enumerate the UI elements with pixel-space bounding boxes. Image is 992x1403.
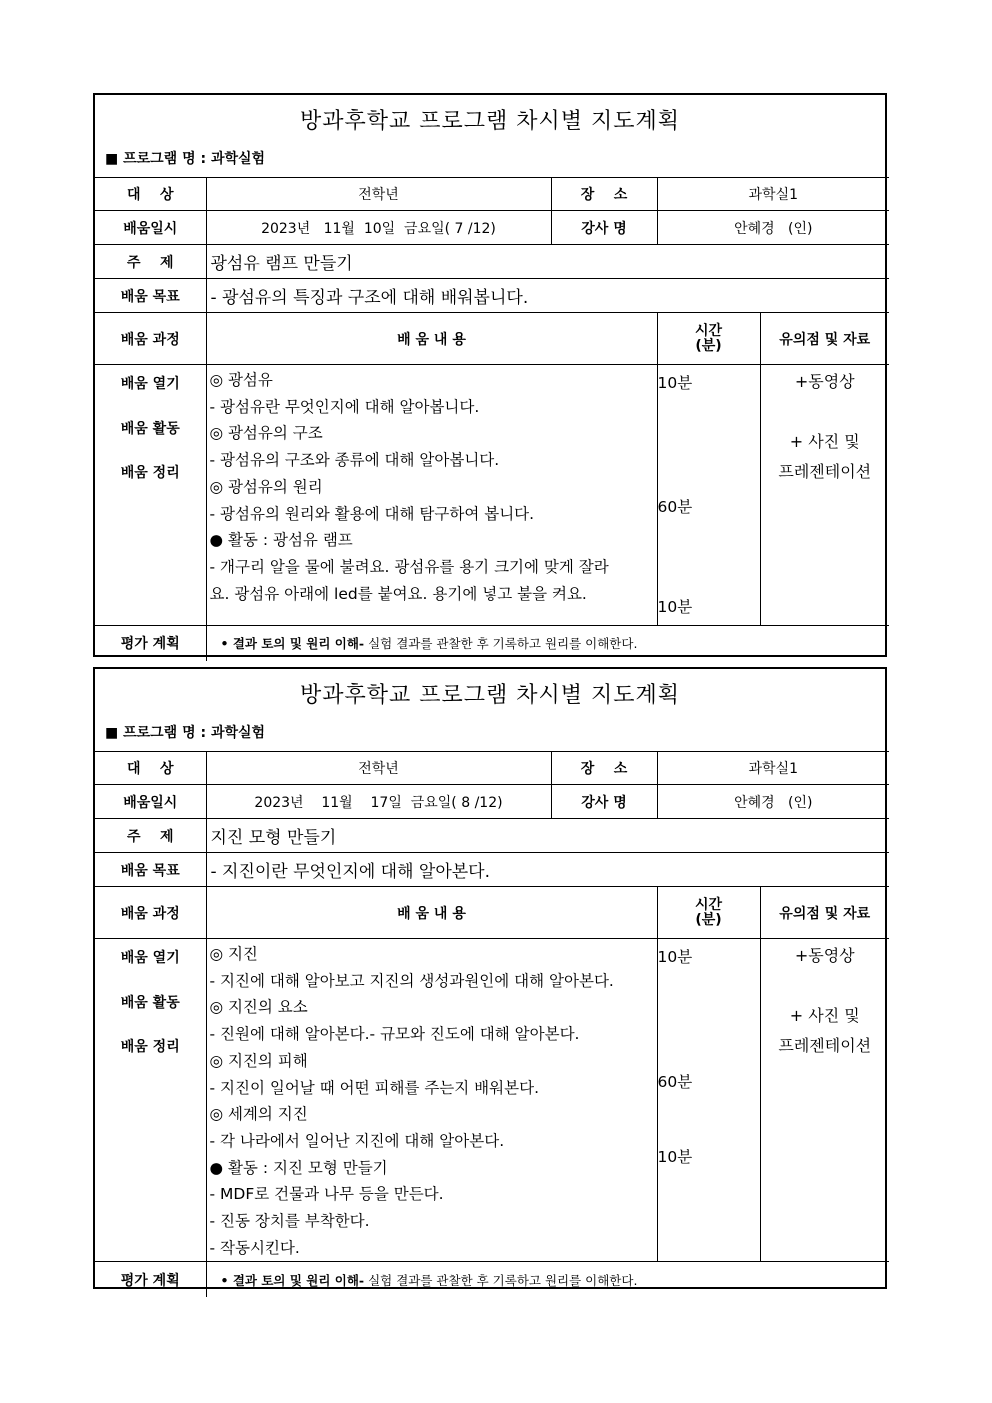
plan-title: 방과후학교 프로그램 차시별 지도계획 — [299, 682, 680, 708]
time-label: 시간 (분) — [657, 313, 760, 365]
content-line: ◎ 광섬유 — [209, 371, 273, 389]
content-line: ● 활동 : 광섬유 램프 — [209, 531, 353, 550]
teacher-label: 강사 명 — [551, 785, 657, 819]
time-label: 시간 (분) — [657, 887, 760, 939]
content-label: 배 움 내 용 — [206, 887, 657, 939]
content-line: ◎ 지진 — [209, 945, 258, 963]
content-line: - 진동 장치를 부착한다. — [209, 1212, 370, 1231]
stage-item: 배움 정리 — [120, 1039, 180, 1055]
content-line: ◎ 지진의 피해 — [209, 1051, 308, 1070]
date-label: 배움일시 — [95, 211, 206, 245]
notes-label: 유의점 및 자료 — [760, 313, 889, 365]
note-line — [761, 971, 890, 1001]
time-cell — [657, 939, 760, 1262]
time-value: 10분 — [657, 374, 693, 392]
plan-title: 방과후학교 프로그램 차시별 지도계획 — [299, 108, 680, 134]
content-cell — [206, 365, 657, 626]
note-line — [761, 397, 890, 427]
content-cell — [206, 939, 657, 1262]
process-label: 배움 과정 — [95, 313, 206, 365]
target-value: 전학년 — [206, 752, 551, 785]
topic-value: 광섬유 램프 만들기 — [206, 245, 889, 279]
goal-value: - 광섬유의 특징과 구조에 대해 배워봅니다. — [206, 279, 889, 313]
date-label: 배움일시 — [95, 785, 206, 819]
note-line: +동영상 — [794, 372, 855, 391]
note-line: 프레젠테이션 — [778, 462, 872, 481]
content-line: - 지진이 일어날 때 어떤 피해를 주는지 배워본다. — [209, 1078, 539, 1097]
stage-item: 배움 정리 — [120, 465, 180, 481]
teacher-value: 안혜경 (인) — [657, 211, 889, 245]
date-value: 2023년 11월 17일 금요일( 8 /12) — [206, 785, 551, 819]
process-label: 배움 과정 — [95, 887, 206, 939]
content-line: ◎ 지진의 요소 — [209, 998, 308, 1017]
content-line: - 광섬유의 원리와 활용에 대해 탐구하여 봅니다. — [209, 504, 535, 523]
place-label: 장 소 — [551, 752, 657, 785]
goal-label: 배움 목표 — [95, 279, 206, 313]
content-line: - 광섬유의 구조와 종류에 대해 알아봅니다. — [209, 451, 500, 470]
eval-description: 실험 결과를 관찰한 후 기록하고 원리를 이해한다. — [364, 1272, 638, 1288]
eval-value — [206, 1262, 889, 1297]
eval-label: 평가 계획 — [95, 626, 206, 661]
note-line: + 사진 및 — [789, 432, 860, 451]
notes-label: 유의점 및 자료 — [760, 887, 889, 939]
content-line: - 진원에 대해 알아본다.- 규모와 진도에 대해 알아본다. — [209, 1025, 580, 1044]
place-label: 장 소 — [551, 178, 657, 211]
plan-table — [95, 751, 889, 1297]
time-value: 60분 — [657, 498, 693, 516]
content-line: - 각 나라에서 일어난 지진에 대해 알아본다. — [209, 1131, 505, 1150]
content-line: - 지진에 대해 알아보고 지진의 생성과원인에 대해 알아본다. — [209, 971, 614, 990]
content-line: 요. 광섬유 아래에 led를 붙여요. 용기에 넣고 불을 켜요. — [209, 584, 587, 603]
eval-value — [206, 626, 889, 661]
goal-value: - 지진이란 무엇인지에 대해 알아본다. — [206, 853, 889, 887]
program-name: ■ 프로그램 명 : 과학실험 — [105, 151, 266, 167]
stage-item: 배움 열기 — [120, 376, 180, 392]
teacher-value: 안혜경 (인) — [657, 785, 889, 819]
eval-description: 실험 결과를 관찰한 후 기록하고 원리를 이해한다. — [364, 636, 638, 652]
content-line: - MDF로 건물과 나무 등을 만든다. — [209, 1185, 444, 1204]
target-label: 대 상 — [95, 178, 206, 211]
stage-item: 배움 열기 — [120, 950, 180, 966]
goal-label: 배움 목표 — [95, 853, 206, 887]
eval-criterion: • 결과 토의 및 원리 이해- — [220, 1272, 365, 1288]
notes-cell — [760, 939, 889, 1262]
target-label: 대 상 — [95, 752, 206, 785]
content-label: 배 움 내 용 — [206, 313, 657, 365]
note-line: 프레젠테이션 — [778, 1036, 872, 1055]
time-value: 10분 — [657, 1148, 693, 1166]
content-line: - 작동시킨다. — [209, 1238, 300, 1257]
content-line: ◎ 광섬유의 구조 — [209, 424, 323, 443]
teacher-label: 강사 명 — [551, 211, 657, 245]
stage-item: 배움 활동 — [120, 420, 180, 437]
place-value: 과학실1 — [657, 752, 889, 785]
stage-item: 배움 활동 — [120, 994, 180, 1011]
content-line: - 광섬유란 무엇인지에 대해 알아봅니다. — [209, 397, 480, 416]
program-name: ■ 프로그램 명 : 과학실험 — [105, 725, 266, 741]
topic-label: 주 제 — [95, 245, 206, 279]
eval-criterion: • 결과 토의 및 원리 이해- — [220, 636, 365, 652]
note-line: +동영상 — [794, 946, 855, 965]
eval-label: 평가 계획 — [95, 1262, 206, 1297]
place-value: 과학실1 — [657, 178, 889, 211]
time-value: 10분 — [657, 948, 693, 966]
date-value: 2023년 11월 10일 금요일( 7 /12) — [206, 211, 551, 245]
stages-cell — [95, 939, 206, 1262]
note-line: + 사진 및 — [789, 1006, 860, 1025]
content-line: ◎ 세계의 지진 — [209, 1105, 308, 1124]
content-line: - 개구리 알을 물에 불려요. 광섬유를 용기 크기에 맞게 잘라 — [209, 557, 609, 576]
topic-label: 주 제 — [95, 819, 206, 853]
topic-value: 지진 모형 만들기 — [206, 819, 889, 853]
target-value: 전학년 — [206, 178, 551, 211]
time-cell — [657, 365, 760, 626]
time-value: 60분 — [657, 1073, 693, 1091]
content-line: ◎ 광섬유의 원리 — [209, 477, 323, 496]
lesson-plan-1 — [93, 93, 887, 657]
notes-cell — [760, 365, 889, 626]
content-line: ● 활동 : 지진 모형 만들기 — [209, 1158, 388, 1177]
lesson-plan-2 — [93, 667, 887, 1289]
time-value: 10분 — [657, 598, 693, 616]
plan-table — [95, 177, 889, 661]
stages-cell — [95, 365, 206, 626]
